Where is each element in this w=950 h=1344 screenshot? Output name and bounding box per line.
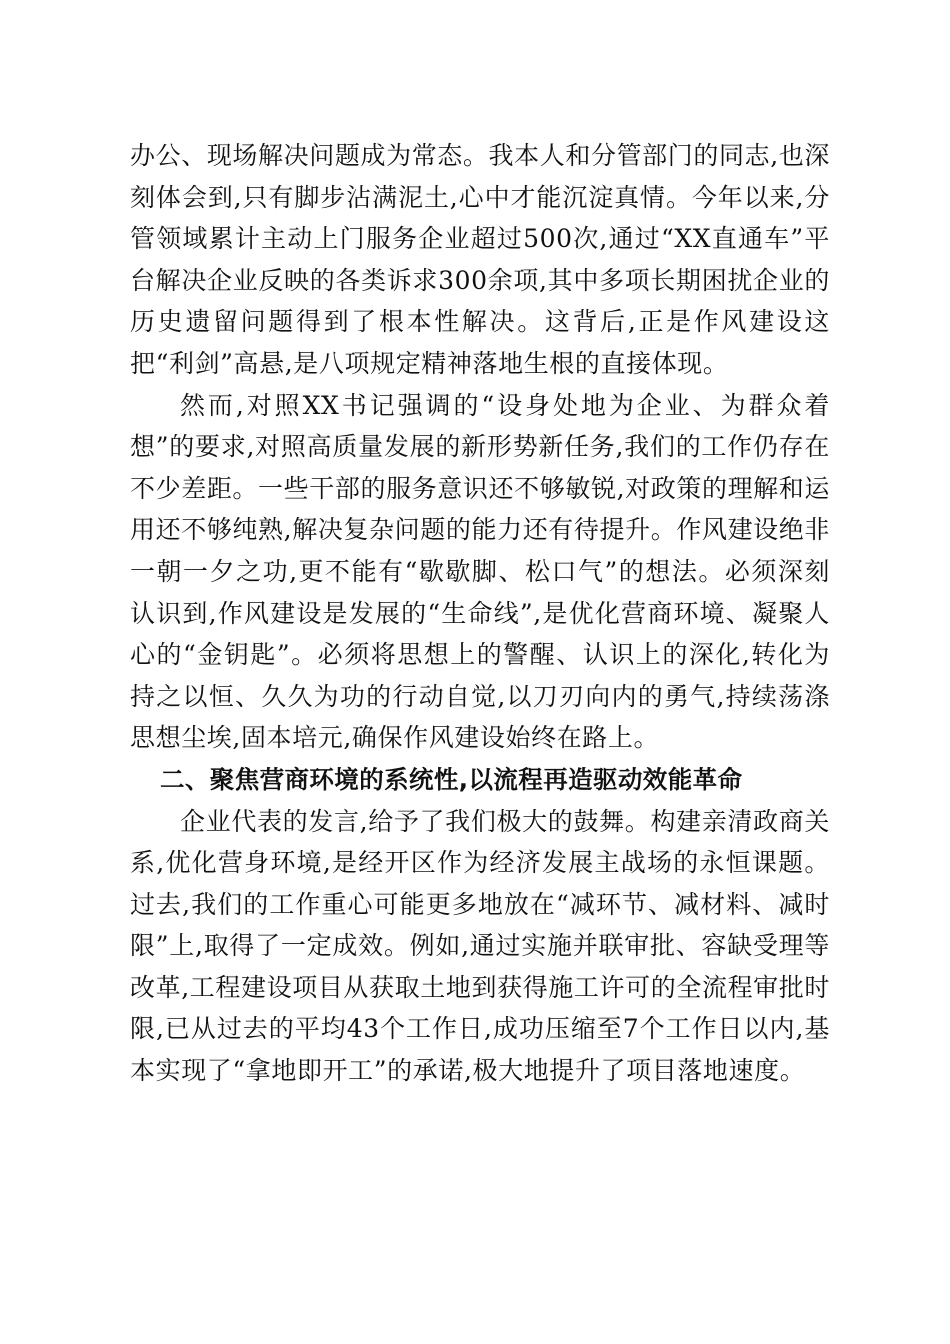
document-body [130, 135, 830, 1092]
section-heading-business-environment: 二、聚焦营商环境的系统性,以流程再造驱动效能革命 [160, 764, 743, 794]
continuation-paragraph: 办公、现场解决问题成为常态。我本人和分管部门的同志,也深刻体会到,只有脚步沾满泥土,心中才能沉淀真情。今年以来,分管领域累计主动上门服务企业超过500次,通过“XX直通车”平台解决企业反映的各类诉求300余项,其中多项长期困扰企业的历史遗留问题得到了根本性解决。这背后,正是作风建设这把“利剑”高悬,是八项规定精神落地生根的直接体现。 [130, 141, 830, 378]
paragraph-approval-reform: 企业代表的发言,给予了我们极大的鼓舞。构建亲清政商关系,优化营身环境,是经开区作为经济发展主战场的永恒课题。过去,我们的工作重心可能更多地放在“减环节、减材料、减时限”上,取得了一定成效。例如,通过实施并联审批、容缺受理等改革,工程建设项目从获取土地到获得施工许可的全流程审批时限,已从过去的平均43个工作日,成功压缩至7个工作日以内,基本实现了“拿地即开工”的承诺,极大地提升了项目落地速度。 [130, 806, 830, 1086]
paragraph-work-gaps: 然而,对照XX书记强调的“设身处地为企业、为群众着想”的要求,对照高质量发展的新形势新任务,我们的工作仍存在不少差距。一些干部的服务意识还不够敏锐,对政策的理解和运用还不够纯熟,解决复杂问题的能力还有待提升。作风建设绝非一朝一夕之功,更不能有“歇歇脚、松口气”的想法。必须深刻认识到,作风建设是发展的“生命线”,是优化营商环境、凝聚人心的“金钥匙”。必须将思想上的警醒、认识上的深化,转化为持之以恒、久久为功的行动自觉,以刀刃向内的勇气,持续荡涤思想尘埃,固本培元,确保作风建设始终在路上。 [130, 390, 830, 753]
